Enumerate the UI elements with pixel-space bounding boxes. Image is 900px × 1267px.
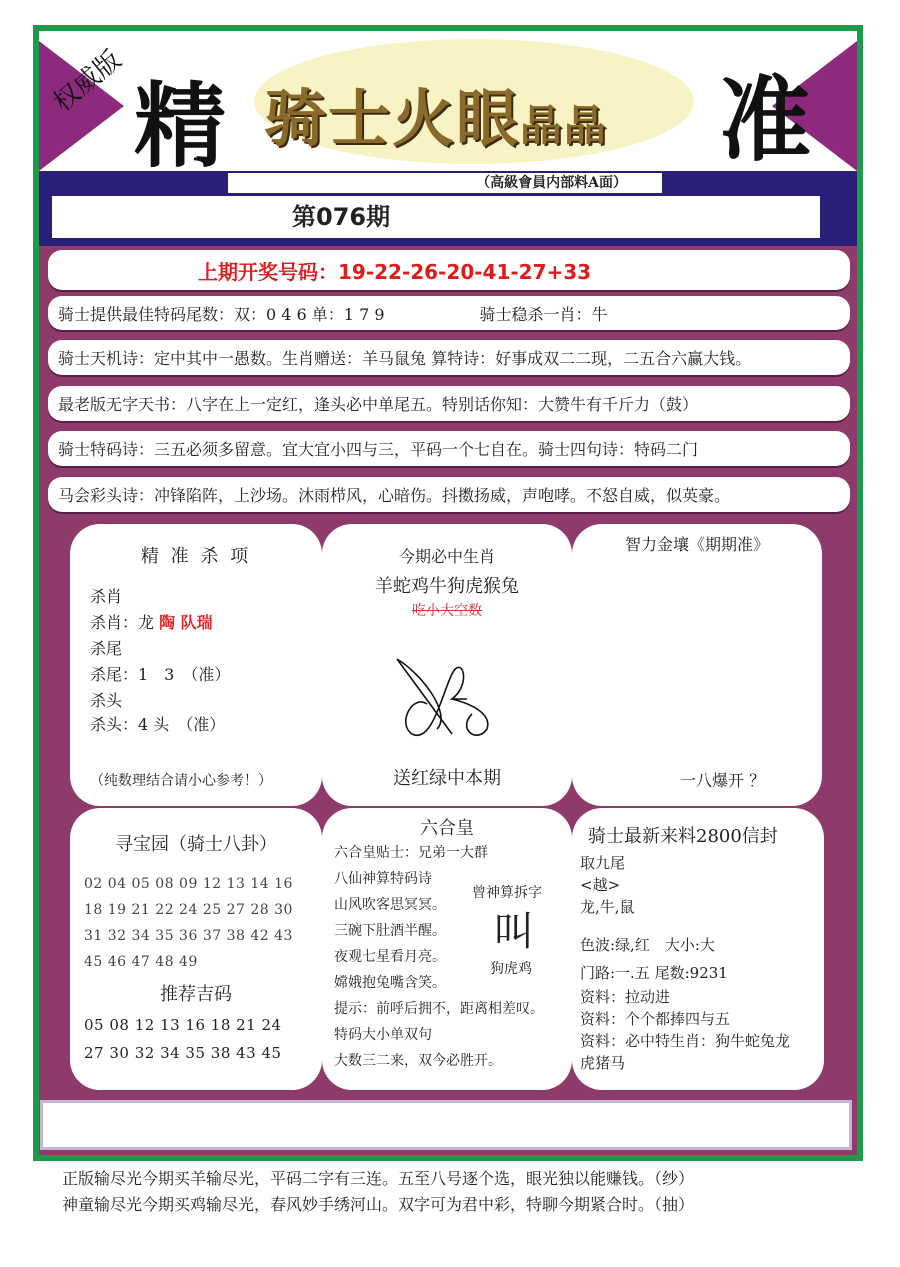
card-title: 六合皇	[420, 818, 474, 839]
info-row	[48, 431, 850, 466]
side-title: 曾神算拆字	[472, 885, 542, 901]
footer-line: 神童输尽光今期买鸡输尽光，春风妙手绣河山。双字可为君中彩，特聊今期紧合时。（抽）	[62, 1195, 695, 1214]
info-row	[48, 477, 850, 512]
kill-note: （纯数理结合请小心参考！）	[90, 773, 272, 789]
poem-line: 夜观七星看月亮。	[334, 949, 446, 965]
kill-zodiac	[90, 610, 213, 633]
latest-line: 资料：必中特生肖：狗牛蛇兔龙	[580, 1032, 791, 1050]
number-row: 18 19 21 22 24 25 27 28 30	[84, 902, 293, 918]
footer-line: 正版输尽光今期买羊输尽光，平码二字有三连。五至八号逐个选，眼光独以能赚钱。（纱）	[62, 1169, 695, 1188]
row-text: 骑士提供最佳特码尾数：双：0 4 6 单：1 7 9	[58, 304, 385, 324]
info-row	[48, 386, 850, 421]
kill-zodiac-text: 杀肖：龙	[90, 613, 155, 632]
recommend-row: 05 08 12 13 16 18 21 24	[84, 1016, 282, 1034]
info-row	[48, 340, 850, 375]
zodiac-list: 羊蛇鸡牛狗虎猴兔	[375, 576, 519, 597]
latest-line: 虎猪马	[580, 1054, 626, 1072]
row-text: 骑士特码诗：三五必须多留意。宜大宜小四与三，平码一个七自在。骑士四句诗：特码二门	[58, 440, 699, 459]
kill-label: 杀肖	[90, 587, 123, 606]
kill-tail: 杀尾：1 3 （准）	[90, 665, 231, 684]
card-title: 精 准 杀 项	[140, 546, 252, 567]
latest-card	[572, 808, 824, 1090]
latest-line: 取九尾	[580, 854, 626, 872]
card-title: 智力金壤《期期准》	[624, 535, 769, 554]
liuhehuang-card	[322, 808, 572, 1090]
row-text-right: 骑士稳杀一肖：牛	[479, 304, 608, 324]
card-title: 今期必中生肖	[398, 547, 495, 566]
kill-zodiac-red: 陶 队瑞	[159, 613, 213, 632]
last-draw-result: 上期开奖号码：19-22-26-20-41-27+33	[48, 250, 850, 290]
number-row: 02 04 05 08 09 12 13 14 16	[84, 876, 293, 892]
kill-head: 杀头：4 头 （准）	[90, 715, 226, 734]
recommend-row: 27 30 32 34 35 38 43 45	[84, 1044, 282, 1062]
zodiac-card	[322, 524, 572, 806]
kill-label: 杀头	[90, 691, 123, 710]
authority-badge: 权威版	[48, 44, 128, 118]
card-title: 寻宝园（骑士八卦）	[115, 834, 277, 855]
struck-text: 吃小大空数	[412, 603, 482, 619]
masthead	[39, 31, 857, 171]
poem-line: 特码大小单双句	[334, 1027, 432, 1043]
brand-title	[264, 69, 608, 158]
row-text: 最老版无字天书：八字在上一定红，逢头必中单尾五。特别话你知：大赞牛有千斤力（鼓）	[58, 395, 699, 414]
card-title: 骑士最新来料2800信封	[588, 826, 778, 847]
poem-line: 八仙神算特码诗	[334, 871, 432, 887]
brand-main: 骑士火眼	[264, 82, 521, 155]
poem-line: 提示：前呼后拥不，距离相差叹。	[334, 1001, 544, 1017]
kill-card	[70, 524, 322, 806]
bottom-blank-box	[40, 1100, 852, 1150]
number-row: 31 32 34 35 36 37 38 42 43	[84, 928, 293, 944]
row-text: 骑士天机诗：定中其中一愚数。生肖赠送：羊马鼠兔 算特诗：好事成双二二现，二五合六赢大钱。	[58, 349, 752, 368]
issue-number: 第076期	[52, 196, 820, 238]
poem-line: 大数三二来，双今必胜开。	[334, 1053, 502, 1069]
poem-line: 六合皇贴士：兄弟一大群	[334, 845, 488, 861]
number-row: 45 46 47 48 49	[84, 954, 198, 970]
latest-line: 资料：拉动进	[580, 988, 671, 1006]
title-left-char: 精	[134, 73, 227, 171]
side-bottom: 狗虎鸡	[490, 961, 532, 977]
recommend-title: 推荐吉码	[160, 984, 232, 1005]
info-row	[48, 296, 850, 330]
row-text: 马会彩头诗：冲锋陷阵，上沙场。沐雨栉风，心暗伤。抖擞扬威，声咆哮。不怒自威，似英豪。	[58, 486, 731, 505]
latest-line: <越>	[580, 876, 621, 894]
treasure-card	[70, 808, 322, 1090]
subtitle: （高級會員内部料A面）	[228, 173, 662, 193]
latest-line: 资料：个个都捧四与五	[580, 1010, 731, 1028]
latest-line: 色波:绿,红 大小:大	[580, 936, 715, 954]
signature-icon	[392, 654, 502, 744]
kill-label: 杀尾	[90, 639, 123, 658]
zodiac-bottom: 送红绿中本期	[393, 768, 501, 789]
poem-line: 嫦娥抱兔嘴含笑。	[334, 975, 446, 991]
brand-small: 晶晶	[520, 101, 609, 150]
wisdom-card	[572, 524, 822, 806]
poem-line: 山风吹客思冥冥。	[334, 897, 446, 913]
latest-line: 龙,牛,鼠	[580, 898, 635, 916]
title-right-char: 准	[719, 67, 812, 171]
wisdom-bottom: 一八爆开 ？	[680, 771, 766, 790]
side-char: 叫	[494, 909, 534, 955]
latest-line: 门路:一.五 尾数:9231	[580, 964, 728, 982]
poem-line: 三碗下肚酒半醒。	[334, 923, 446, 939]
